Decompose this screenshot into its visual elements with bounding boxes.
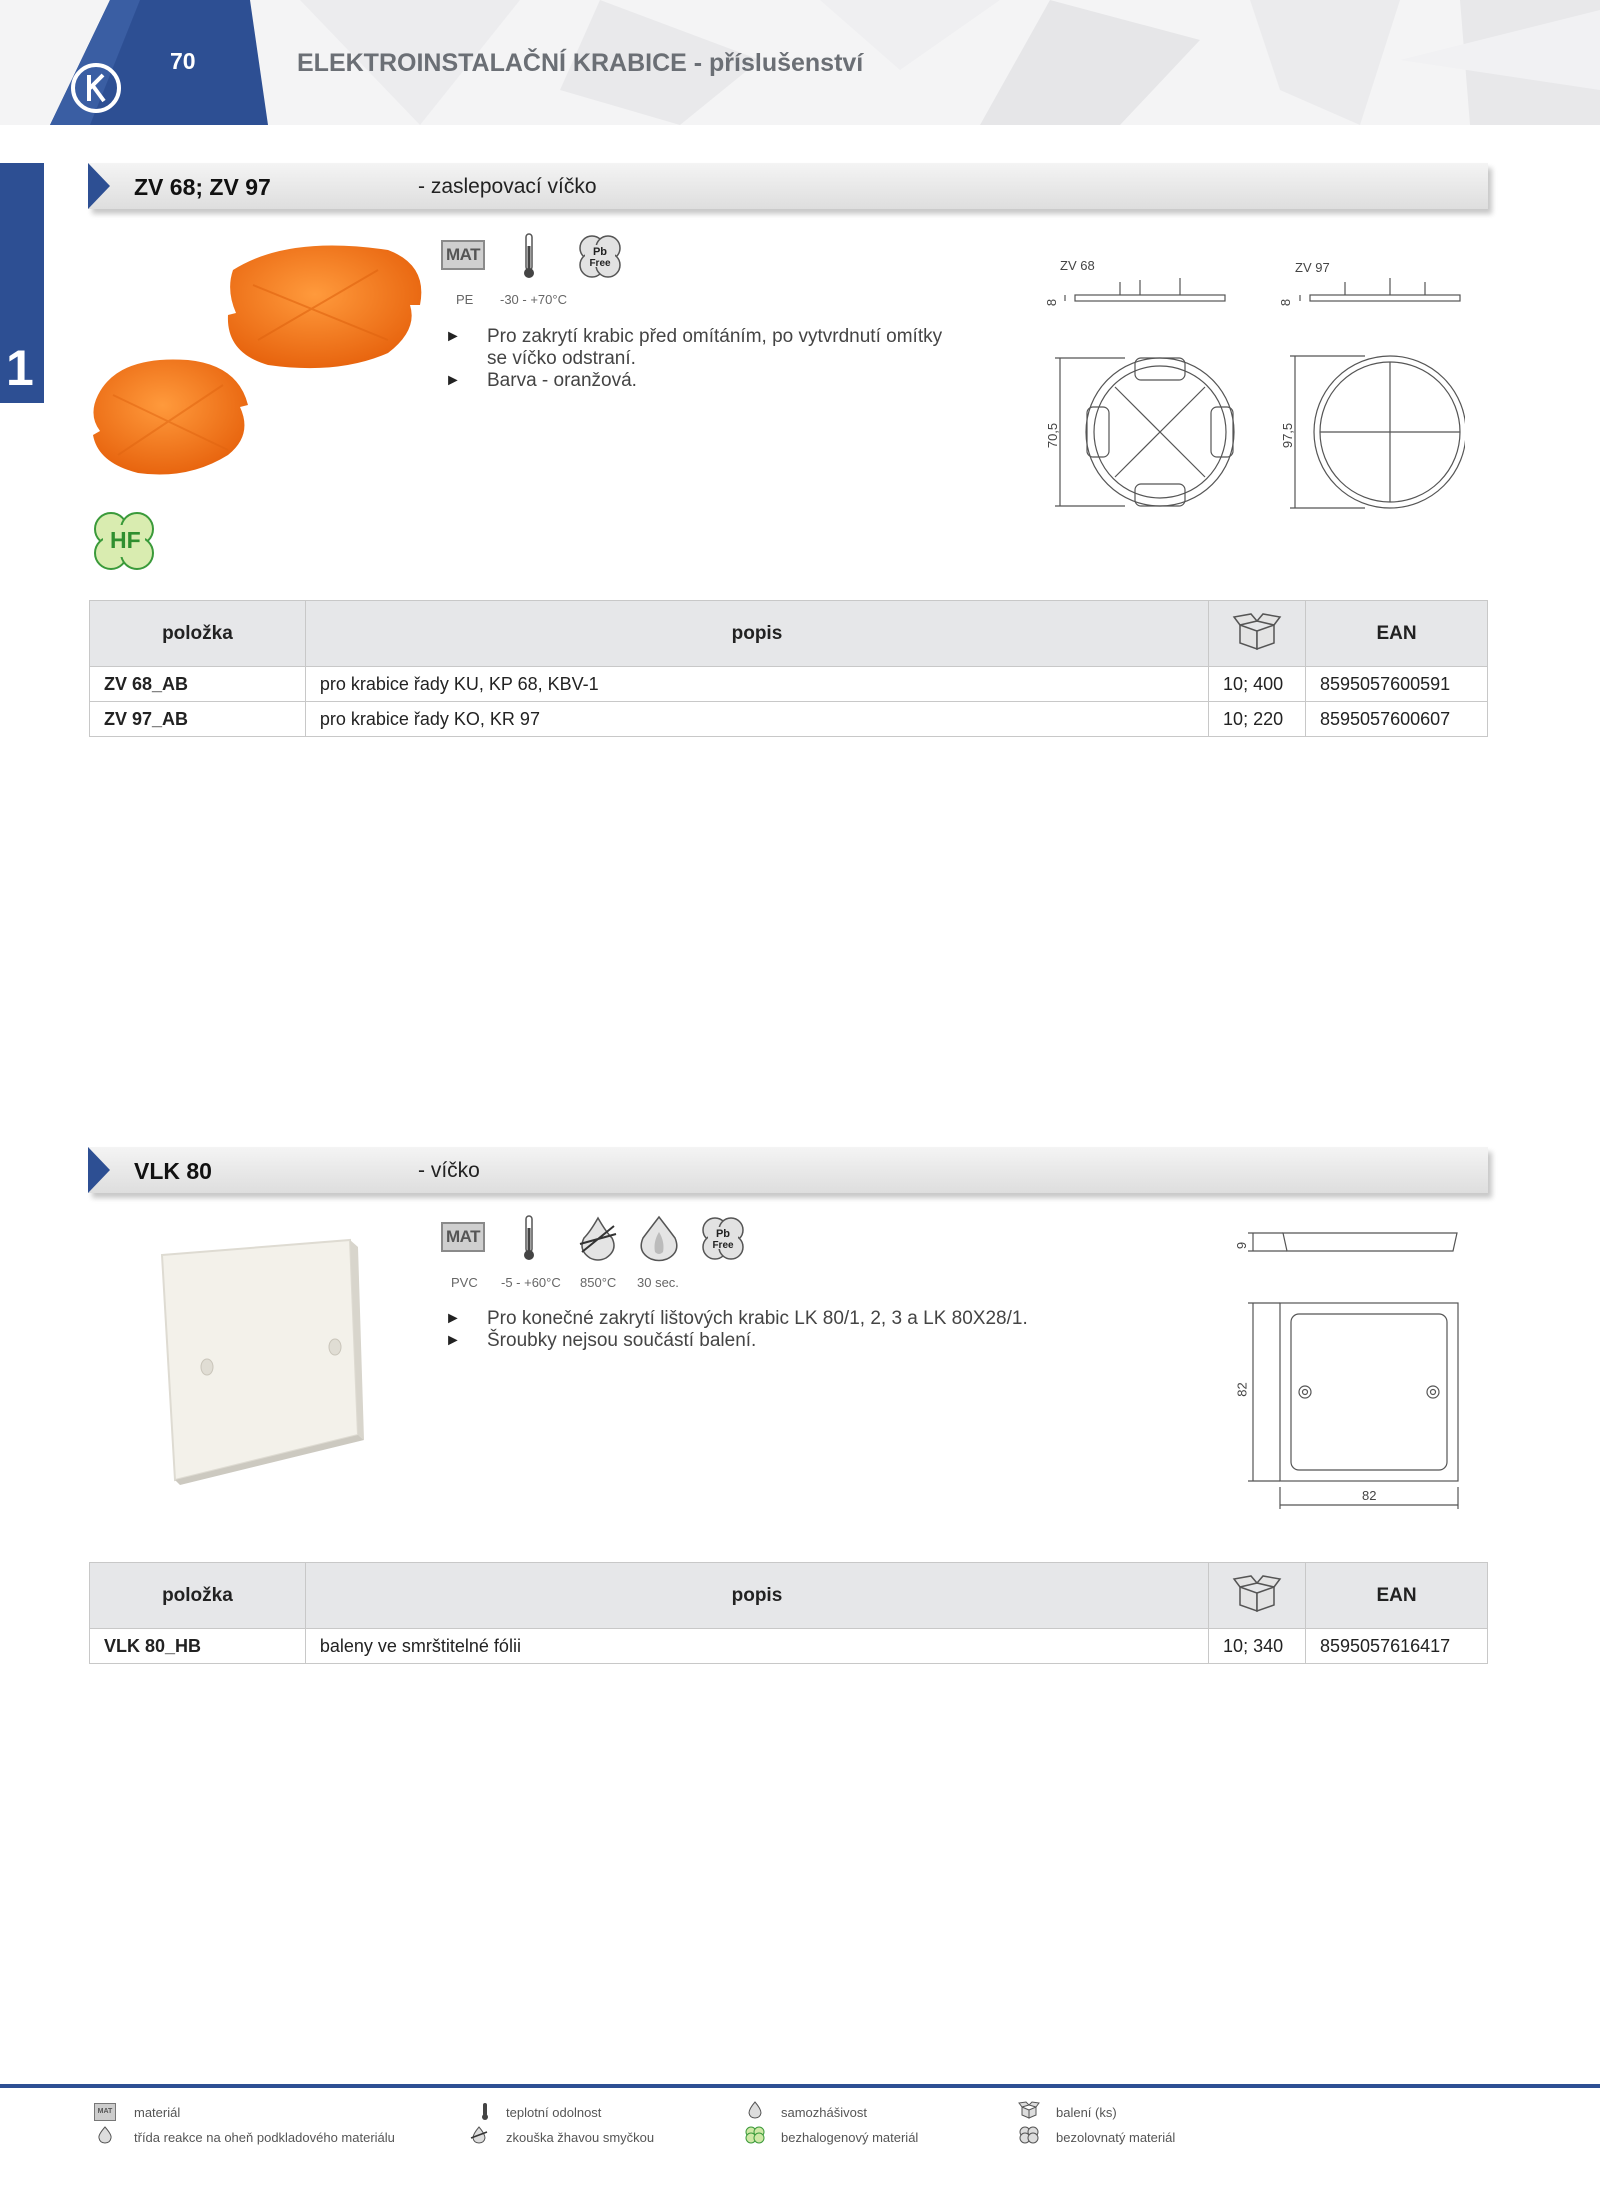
cell-code: VLK 80_HB: [90, 1629, 306, 1664]
glow-wire-icon: [576, 1214, 620, 1262]
section-header-bg: [88, 163, 1488, 209]
dim-width-vlk: 82: [1362, 1488, 1377, 1503]
temperature-label: -30 - +70°C: [500, 292, 567, 307]
legend-thermometer-icon: [474, 2102, 496, 2120]
cell-ean: 8595057600607: [1306, 702, 1488, 737]
svg-text:Free: Free: [589, 258, 611, 269]
legend-item: zkouška žhavou smyčkou: [506, 2130, 655, 2145]
legend-item: třída reakce na oheň podkladového materiálu: [134, 2130, 395, 2145]
section-code: VLK 80: [134, 1158, 212, 1184]
legend-item: materiál: [134, 2105, 181, 2120]
col-header-item: položka: [90, 601, 306, 667]
legend-hf-icon: [744, 2126, 766, 2144]
box-icon: [1232, 1573, 1282, 1613]
technical-drawing-zv: [1045, 270, 1465, 520]
cell-pack: 10; 400: [1209, 667, 1306, 702]
feature-item: ► Barva - oranžová.: [445, 370, 965, 392]
section-arrow-icon: [88, 163, 110, 209]
legend-item: bezhalogenový materiál: [781, 2130, 919, 2145]
hf-badge-text: HF: [110, 527, 141, 553]
legend-item: samozhášivost: [781, 2105, 867, 2120]
product-photo-vlk: [150, 1235, 370, 1485]
thermometer-icon: [522, 232, 536, 280]
section-arrow-icon: [88, 1147, 110, 1193]
feature-item: ► Šroubky nejsou součástí balení.: [445, 1330, 1065, 1352]
section-description: - zaslepovací víčko: [418, 175, 597, 198]
section-header-vlk: [88, 1147, 1488, 1195]
material-label: PVC: [451, 1275, 478, 1290]
mat-icon: MAT: [441, 1222, 485, 1252]
flammability-label: 30 sec.: [637, 1275, 679, 1290]
brand-logo: [70, 62, 122, 114]
dim-side-vlk: 82: [1234, 1382, 1250, 1397]
svg-text:Free: Free: [712, 1240, 734, 1251]
col-header-item: položka: [90, 1563, 306, 1629]
col-header-pack: [1209, 601, 1306, 667]
table-row: [90, 702, 1488, 737]
cell-desc: pro krabice řady KU, KP 68, KBV-1: [305, 667, 1208, 702]
chapter-tab: [0, 163, 44, 403]
dim-diameter-zv68: 70,5: [1045, 422, 1061, 449]
page-title: [297, 49, 863, 78]
section-description: - víčko: [418, 1159, 480, 1182]
svg-text:Pb: Pb: [715, 1228, 731, 1240]
feature-item: ► Pro zakrytí krabic před omítáním, po vytvrdnutí omítky se víčko odstraní.: [445, 326, 965, 370]
dim-diameter-zv97: 97,5: [1280, 422, 1296, 449]
page-title-main: ELEKTROINSTALAČNÍ KRABICE: [297, 49, 687, 77]
product-table-vlk: [89, 1562, 1488, 1664]
product-table-zv: [89, 600, 1488, 737]
glow-wire-label: 850°C: [580, 1275, 617, 1290]
table-header-row: [90, 601, 1488, 667]
temperature-label: -5 - +60°C: [501, 1275, 561, 1290]
material-label: PE: [456, 292, 474, 307]
legend-glow-wire-icon: [468, 2126, 490, 2144]
legend-item: balení (ks): [1056, 2105, 1117, 2120]
dim-height-vlk: 9: [1234, 1241, 1250, 1250]
cell-desc: pro krabice řady KO, KR 97: [305, 702, 1208, 737]
legend-item: bezolovnatý materiál: [1056, 2130, 1176, 2145]
cell-pack: 10; 340: [1209, 1629, 1306, 1664]
section-header-bg: [88, 1147, 1488, 1193]
col-header-desc: popis: [305, 1563, 1208, 1629]
dim-height-zv68: 8: [1044, 298, 1060, 307]
col-header-ean: EAN: [1306, 601, 1488, 667]
pb-free-icon: [698, 1215, 748, 1263]
col-header-ean: EAN: [1306, 1563, 1488, 1629]
feature-item: ► Pro konečné zakrytí lištových krabic LK 80/1, 2, 3 a LK 80X28/1.: [445, 1308, 1065, 1330]
pb-free-icon: [575, 233, 625, 281]
legend-box-icon: [1018, 2101, 1040, 2119]
cell-code: ZV 97_AB: [90, 702, 306, 737]
page-title-sub: - příslušenství: [686, 49, 864, 77]
cell-code: ZV 68_AB: [90, 667, 306, 702]
thermometer-icon: [522, 1214, 536, 1262]
legend-pb-free-icon: [1018, 2126, 1040, 2144]
product-photo-zv: [88, 235, 428, 495]
col-header-pack: [1209, 1563, 1306, 1629]
table-header-row: [90, 1563, 1488, 1629]
technical-drawing-vlk: [1235, 1225, 1465, 1510]
section-code: ZV 68; ZV 97: [134, 174, 271, 200]
page-number: 70: [170, 48, 196, 74]
section-header-zv: [88, 163, 1488, 211]
footer-rule: [0, 2084, 1600, 2088]
table-row: [90, 667, 1488, 702]
mat-icon: MAT: [441, 240, 485, 270]
dim-height-zv97: 8: [1278, 298, 1294, 307]
col-header-desc: popis: [305, 601, 1208, 667]
chapter-number: 1: [6, 340, 34, 396]
feature-list-zv: [445, 326, 965, 392]
drawing-label-zv97: ZV 97: [1295, 260, 1330, 275]
legend-flame-icon: [744, 2101, 766, 2119]
svg-text:Pb: Pb: [592, 246, 608, 258]
feature-list-vlk: [445, 1308, 1065, 1352]
cell-pack: 10; 220: [1209, 702, 1306, 737]
legend-drop-flame-icon: [94, 2126, 116, 2144]
cell-ean: 8595057600591: [1306, 667, 1488, 702]
flame-icon: [637, 1214, 681, 1262]
cell-ean: 8595057616417: [1306, 1629, 1488, 1664]
cell-desc: baleny ve smrštitelné fólii: [305, 1629, 1208, 1664]
drawing-label-zv68: ZV 68: [1060, 258, 1095, 273]
table-row: [90, 1629, 1488, 1664]
box-icon: [1232, 611, 1282, 651]
legend-item: teplotní odolnost: [506, 2105, 602, 2120]
legend-mat-icon: MAT: [94, 2103, 116, 2121]
